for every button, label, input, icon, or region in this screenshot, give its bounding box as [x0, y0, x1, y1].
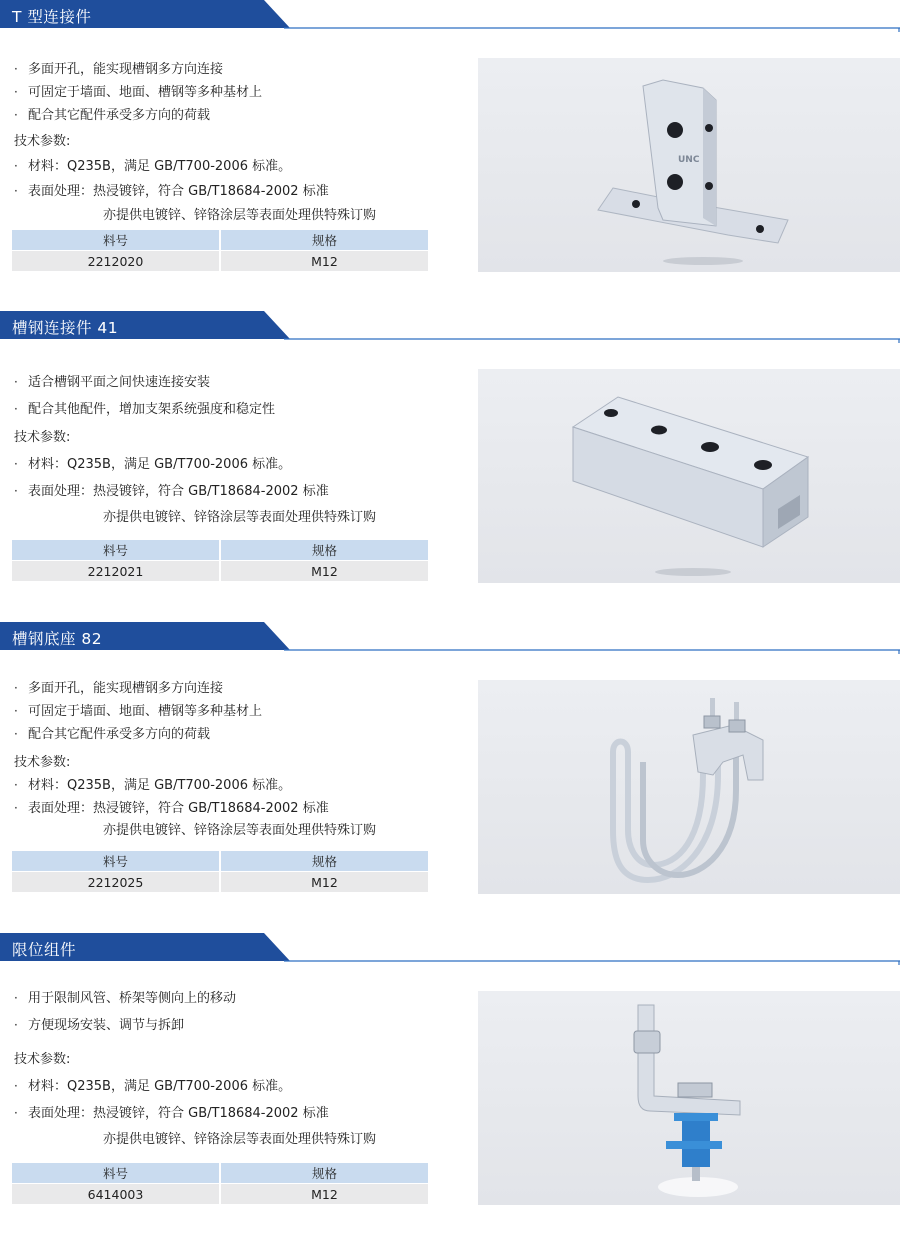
material-line: · 材料：Q235B，满足 GB/T700-2006 标准。 [14, 457, 292, 472]
feature-item: · 可固定于墙面、地面、槽钢等多种基材上 [14, 85, 263, 100]
spec-cell: M12 [220, 251, 428, 272]
spec-table [12, 1163, 428, 1204]
feature-item: · 方便现场安装、调节与拆卸 [14, 1018, 185, 1033]
feature-item: · 可固定于墙面、地面、槽钢等多种基材上 [14, 704, 263, 719]
section-title: 槽钢连接件 41 [12, 319, 119, 337]
header-banner-shape [0, 933, 900, 965]
col-spec: 规格 [220, 230, 428, 251]
section-header [0, 0, 900, 32]
tech-heading: 技术参数: [14, 430, 71, 445]
col-part-number: 料号 [12, 540, 220, 561]
part-number-cell: 6414003 [12, 1184, 220, 1205]
feature-item: · 多面开孔，能实现槽钢多方向连接 [14, 681, 224, 696]
feature-list [14, 58, 262, 127]
col-spec: 规格 [220, 851, 428, 872]
col-spec: 规格 [220, 540, 428, 561]
section-header [0, 933, 900, 965]
limit-assembly-photo [478, 991, 900, 1205]
section-header [0, 311, 900, 343]
feature-list [14, 369, 275, 423]
feature-list [14, 677, 262, 746]
tech-params [14, 1047, 376, 1153]
spec-cell: M12 [220, 1184, 428, 1205]
channel-connector-photo [478, 369, 900, 583]
surface-note: 亦提供电镀锌、锌铬涂层等表面处理供特殊订购 [103, 510, 377, 525]
surface-note: 亦提供电镀锌、锌铬涂层等表面处理供特殊订购 [103, 208, 377, 223]
feature-item: · 用于限制风管、桥架等侧向上的移动 [14, 991, 237, 1006]
surface-line: · 表面处理：热浸镀锌，符合 GB/T18684-2002 标准 [14, 484, 329, 499]
feature-item: · 配合其他配件，增加支架系统强度和稳定性 [14, 402, 276, 417]
col-part-number: 料号 [12, 1163, 220, 1184]
table-row [12, 1184, 428, 1205]
tech-params [14, 130, 376, 228]
feature-list [14, 985, 236, 1039]
feature-item: · 配合其它配件承受多方向的荷载 [14, 727, 211, 742]
surface-line: · 表面处理：热浸镀锌，符合 GB/T18684-2002 标准 [14, 1106, 329, 1121]
tech-heading: 技术参数: [14, 755, 71, 770]
surface-note: 亦提供电镀锌、锌铬涂层等表面处理供特殊订购 [103, 1132, 377, 1147]
product-section-channel-connector [0, 311, 900, 611]
header-banner-shape [0, 0, 900, 32]
t-connector-photo [478, 58, 900, 272]
section-title: 限位组件 [12, 941, 77, 959]
header-banner-shape [0, 311, 900, 343]
product-section-channel-base [0, 622, 900, 922]
feature-item: · 配合其它配件承受多方向的荷载 [14, 108, 211, 123]
part-number-cell: 2212025 [12, 872, 220, 893]
part-number-cell: 2212021 [12, 561, 220, 582]
part-number-cell: 2212020 [12, 251, 220, 272]
col-spec: 规格 [220, 1163, 428, 1184]
spec-table [12, 230, 428, 271]
section-title: T 型连接件 [12, 8, 92, 26]
spec-table [12, 540, 428, 581]
col-part-number: 料号 [12, 851, 220, 872]
surface-line: · 表面处理：热浸镀锌，符合 GB/T18684-2002 标准 [14, 801, 329, 816]
spec-cell: M12 [220, 872, 428, 893]
section-header [0, 622, 900, 654]
feature-item: · 多面开孔，能实现槽钢多方向连接 [14, 62, 224, 77]
spec-table [12, 851, 428, 892]
unc-stamp: UNC [678, 155, 700, 165]
table-row [12, 872, 428, 893]
tech-heading: 技术参数: [14, 134, 71, 149]
col-part-number: 料号 [12, 230, 220, 251]
table-row [12, 561, 428, 582]
tech-params [14, 425, 376, 531]
material-line: · 材料：Q235B，满足 GB/T700-2006 标准。 [14, 159, 292, 174]
product-section-limit-assembly [0, 933, 900, 1233]
table-row [12, 251, 428, 272]
header-banner-shape [0, 622, 900, 654]
spec-cell: M12 [220, 561, 428, 582]
material-line: · 材料：Q235B，满足 GB/T700-2006 标准。 [14, 1079, 292, 1094]
section-title: 槽钢底座 82 [12, 630, 103, 648]
channel-base-u-bolt-photo [478, 680, 900, 894]
surface-note: 亦提供电镀锌、锌铬涂层等表面处理供特殊订购 [103, 823, 377, 838]
surface-line: · 表面处理：热浸镀锌，符合 GB/T18684-2002 标准 [14, 184, 329, 199]
tech-heading: 技术参数: [14, 1052, 71, 1067]
material-line: · 材料：Q235B，满足 GB/T700-2006 标准。 [14, 778, 292, 793]
tech-params [14, 752, 376, 842]
feature-item: · 适合槽钢平面之间快速连接安装 [14, 375, 211, 390]
product-section-t-connector [0, 0, 900, 300]
